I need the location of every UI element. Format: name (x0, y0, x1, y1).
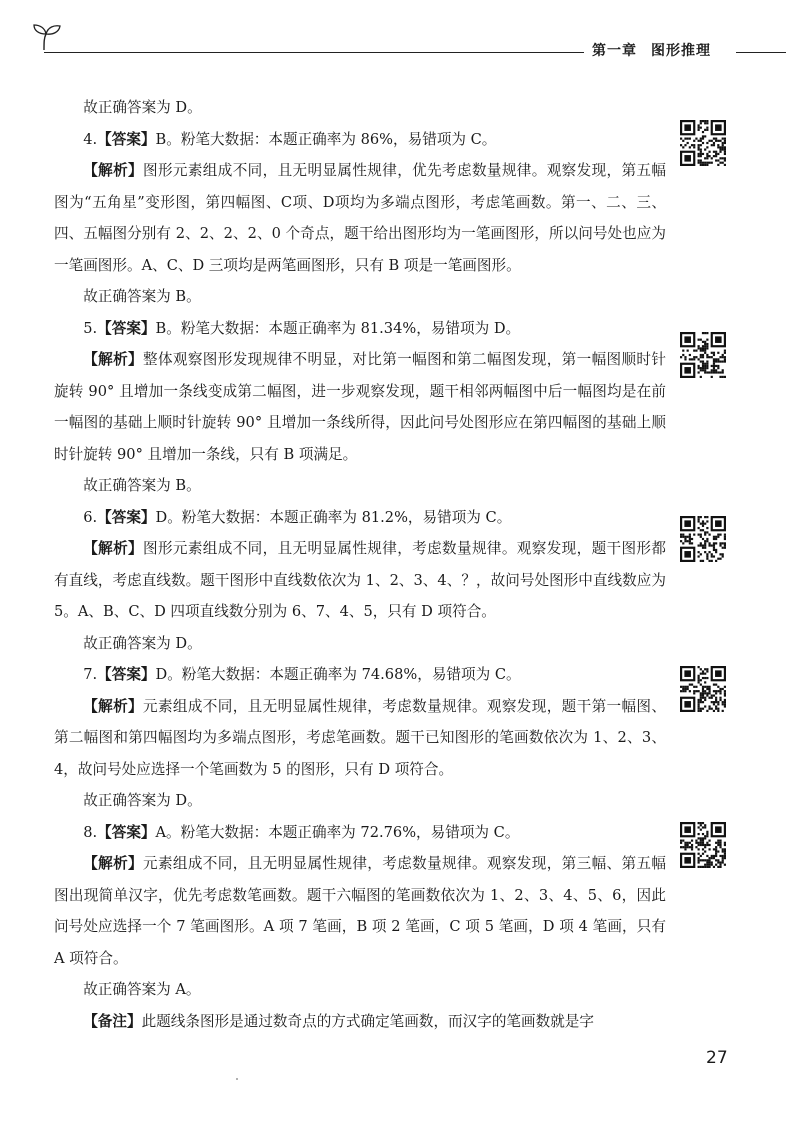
chapter-number: 第一章 (592, 43, 637, 59)
qr-code-q8[interactable] (680, 822, 726, 868)
qr-code-q4[interactable] (680, 120, 726, 166)
question-number: 5. (83, 319, 98, 337)
answer-content (54, 92, 666, 1037)
answer-tag: 【答案】 (97, 319, 156, 337)
qr-code-q5[interactable] (680, 332, 726, 378)
header-rule-right (736, 52, 786, 53)
answer-text: A。粉笔大数据：本题正确率为 72.76%，易错项为 C。 (155, 823, 520, 841)
question-number: 7. (83, 666, 98, 683)
question-number: 4. (83, 130, 98, 148)
question-number: 8. (83, 823, 98, 841)
answer-text: B。粉笔大数据：本题正确率为 86%，易错项为 C。 (155, 130, 497, 148)
answer-tag: 【答案】 (97, 666, 156, 683)
analysis-text: 元素组成不同，且无明显属性规律，考虑数量规律。观察发现，第三幅、第五幅图出现简单汉字，优先考虑数笔画数。题干六幅图的笔画数依次为 1、2、3、4、5、6，因此问号处应选择一个 7 笔画图形。A 项 7 笔画，B 项 2 笔画，C 项 5 笔画，D 项 4 笔画，只有 A 项符合。 (54, 855, 666, 967)
analysis-text: 图形元素组成不同，且无明显属性规律，考虑数量规律。观察发现，题干图形都有直线，考虑直线数。题干图形中直线数依次为 1、2、3、4、？，故问号处图形中直线数应为 5。A、B、C、D 四项直线数分别为 6、7、4、5，只有 D 项符合。 (54, 540, 666, 620)
conclusion: 故正确答案为 D。 (83, 792, 202, 809)
analysis-text: 图形元素组成不同，且无明显属性规律，优先考虑数量规律。观察发现，第五幅图为“五角星”变形图，第四幅图、C项、D项均为多端点图形，考虑笔画数。第一、二、三、四、五幅图分别有 2、2、2、2、0 个奇点，题干给出图形均为一笔画图形，所以问号处也应为一笔画图形。A、C、D 三项均是两笔画图形，只有 B 项是一笔画图形。 (54, 162, 666, 274)
qr-code-q7[interactable] (680, 666, 726, 712)
conclusion: 故正确答案为 B。 (83, 477, 201, 494)
answer-line (54, 124, 666, 156)
qr-code-q6[interactable] (680, 516, 726, 562)
answer-line (54, 817, 666, 849)
analysis-text: 整体观察图形发现规律不明显，对比第一幅图和第二幅图发现，第一幅图顺时针旋转 90° 且增加一条线变成第二幅图，进一步观察发现，题干相邻两幅图中后一幅图均是在前一幅图的基础上顺时针旋转 90° 且增加一条线所得，因此问号处图形应在第四幅图的基础上顺时针旋转 90° 且增加一条线，只有 B 项满足。 (54, 351, 666, 463)
chapter-title (592, 40, 711, 60)
answer-text: B。粉笔大数据：本题正确率为 81.34%，易错项为 D。 (155, 319, 521, 337)
analysis-text: 元素组成不同，且无明显属性规律，考虑数量规律。观察发现，题干第一幅图、第二幅图和第四幅图均为多端点图形，考虑笔画数。题干已知图形的笔画数依次为 1、2、3、4，故问号处应选择一个笔画数为 5 的图形，只有 D 项符合。 (54, 697, 666, 778)
sprout-icon (30, 22, 70, 52)
scan-speck (236, 1078, 238, 1080)
page-number: 27 (706, 1048, 728, 1068)
conclusion: 故正确答案为 A。 (83, 981, 201, 998)
answer-line (54, 313, 666, 345)
answer-line (54, 659, 666, 691)
note-text: 此题线条图形是通过数奇点的方式确定笔画数，而汉字的笔画数就是字 (141, 1012, 594, 1030)
analysis-tag: 【解析】 (83, 697, 143, 715)
header-rule (44, 52, 584, 53)
answer-line (54, 502, 666, 534)
note-paragraph (54, 1006, 666, 1038)
conclusion: 故正确答案为 D。 (83, 99, 202, 116)
analysis-paragraph (54, 155, 666, 281)
conclusion: 故正确答案为 B。 (83, 288, 201, 305)
answer-text: D。粉笔大数据：本题正确率为 74.68%，易错项为 C。 (155, 666, 521, 683)
question-number: 6. (83, 508, 98, 526)
analysis-paragraph (54, 848, 666, 974)
page-header (0, 0, 800, 70)
analysis-tag: 【解析】 (83, 855, 143, 872)
conclusion: 故正确答案为 D。 (83, 634, 202, 652)
chapter-name: 图形推理 (651, 43, 711, 59)
analysis-tag: 【解析】 (83, 162, 143, 179)
answer-text: D。粉笔大数据：本题正确率为 81.2%，易错项为 C。 (155, 508, 512, 526)
analysis-paragraph (54, 533, 666, 628)
answer-tag: 【答案】 (97, 130, 156, 148)
analysis-tag: 【解析】 (83, 351, 143, 368)
answer-tag: 【答案】 (97, 823, 156, 841)
analysis-paragraph (54, 691, 666, 786)
answer-tag: 【答案】 (97, 508, 156, 526)
analysis-tag: 【解析】 (83, 540, 143, 557)
analysis-paragraph (54, 344, 666, 470)
note-tag: 【备注】 (83, 1012, 142, 1030)
